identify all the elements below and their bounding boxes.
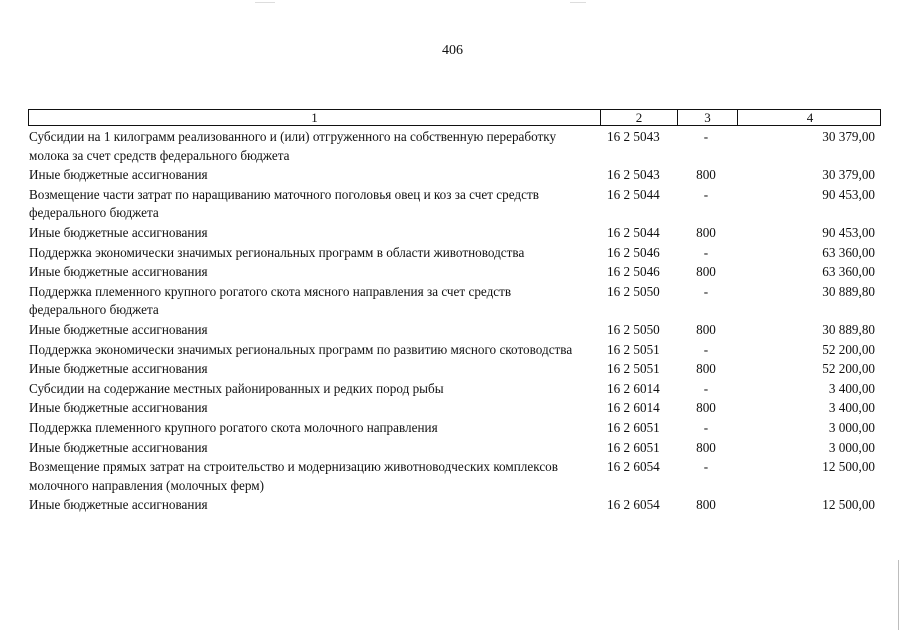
row-code: 16 2 6014 (607, 400, 660, 416)
row-expense-type: 800 (696, 497, 716, 513)
row-expense-type: - (703, 459, 709, 475)
row-name: Иные бюджетные ассигнования (29, 321, 208, 337)
row-amount: 63 360,00 (822, 244, 875, 260)
table-row (28, 283, 881, 321)
header-col-2: 2 (600, 110, 677, 126)
table-header (28, 109, 881, 126)
row-expense-type: - (703, 419, 709, 435)
row-name: Иные бюджетные ассигнования (29, 497, 208, 513)
row-amount: 90 453,00 (822, 186, 875, 202)
page-number: 406 (442, 43, 463, 58)
table-row (28, 321, 881, 341)
row-code: 16 2 6054 (607, 459, 660, 475)
row-amount: 12 500,00 (822, 497, 875, 513)
row-expense-type: 800 (696, 224, 716, 240)
row-expense-type: 800 (696, 167, 716, 183)
row-name: Субсидии на содержание местных районированных и редких пород рыбы (29, 380, 444, 396)
scan-artifact (898, 560, 899, 630)
row-expense-type: 800 (696, 400, 716, 416)
row-code: 16 2 5046 (607, 264, 660, 280)
row-code: 16 2 6051 (607, 419, 660, 435)
table-body (28, 128, 881, 516)
row-amount: 3 400,00 (828, 400, 875, 416)
budget-table (28, 109, 881, 516)
table-row (28, 244, 881, 264)
row-code: 16 2 5044 (607, 224, 660, 240)
row-name: Поддержка племенного крупного рогатого скота мясного направления за счет средств федерального бюджета (29, 283, 512, 318)
row-amount: 52 200,00 (822, 341, 875, 357)
table-row (28, 399, 881, 419)
table-row (28, 341, 881, 361)
row-expense-type: - (703, 129, 709, 144)
row-name: Возмещение части затрат по наращиванию маточного поголовья овец и коз за счет средств федерального бюджета (29, 186, 539, 221)
row-code: 16 2 5046 (607, 244, 660, 260)
row-code: 16 2 5043 (607, 167, 660, 183)
row-amount: 3 000,00 (828, 439, 875, 455)
row-name: Иные бюджетные ассигнования (29, 439, 208, 455)
row-expense-type: - (703, 380, 709, 396)
table-row (28, 419, 881, 439)
row-expense-type: - (703, 283, 709, 299)
row-code: 16 2 5044 (607, 186, 660, 202)
row-amount: 63 360,00 (822, 264, 875, 280)
row-code: 16 2 6051 (607, 439, 660, 455)
row-amount: 30 889,80 (822, 283, 875, 299)
row-name: Иные бюджетные ассигнования (29, 167, 208, 183)
row-name: Иные бюджетные ассигнования (29, 400, 208, 416)
row-name: Субсидии на 1 килограмм реализованного и (или) отгруженного на собственную переработку молока за счет средств федерального бюджета (29, 129, 557, 163)
row-amount: 30 379,00 (822, 167, 875, 183)
row-expense-type: - (703, 341, 709, 357)
row-amount: 30 889,80 (822, 321, 875, 337)
scan-artifact (570, 2, 586, 3)
row-code: 16 2 5051 (607, 361, 660, 377)
table-row (28, 496, 881, 516)
row-amount: 3 000,00 (828, 419, 875, 435)
header-col-1: 1 (311, 110, 318, 125)
row-expense-type: 800 (696, 439, 716, 455)
row-code: 16 2 5050 (607, 283, 660, 299)
header-col-3: 3 (677, 110, 737, 126)
row-code: 16 2 5043 (607, 129, 660, 144)
row-amount: 52 200,00 (822, 361, 875, 377)
row-expense-type: 800 (696, 264, 716, 280)
row-name: Поддержка экономически значимых региональных программ по развитию мясного скотоводства (29, 341, 573, 357)
table-row (28, 458, 881, 496)
row-name: Иные бюджетные ассигнования (29, 264, 208, 280)
table-row (28, 263, 881, 283)
row-name: Иные бюджетные ассигнования (29, 224, 208, 240)
row-name: Поддержка племенного крупного рогатого скота молочного направления (29, 419, 438, 435)
row-expense-type: 800 (696, 361, 716, 377)
row-name: Возмещение прямых затрат на строительство и модернизацию животноводческих комплексов молочного направления (молочных ферм) (29, 459, 558, 493)
row-code: 16 2 6054 (607, 497, 660, 513)
table-row (28, 224, 881, 244)
row-amount: 3 400,00 (828, 380, 875, 396)
row-amount: 90 453,00 (822, 224, 875, 240)
table-row (28, 128, 881, 166)
header-col-4: 4 (737, 110, 882, 126)
scan-artifact (255, 2, 275, 3)
table-row (28, 380, 881, 400)
row-code: 16 2 5051 (607, 341, 660, 357)
table-row (28, 360, 881, 380)
row-expense-type: - (703, 186, 709, 202)
row-amount: 12 500,00 (822, 459, 875, 475)
row-amount: 30 379,00 (822, 129, 875, 144)
row-expense-type: - (703, 244, 709, 260)
table-row (28, 186, 881, 224)
row-expense-type: 800 (696, 321, 716, 337)
row-name: Иные бюджетные ассигнования (29, 361, 208, 377)
table-row (28, 439, 881, 459)
table-row (28, 166, 881, 186)
row-code: 16 2 6014 (607, 380, 660, 396)
row-code: 16 2 5050 (607, 321, 660, 337)
row-name: Поддержка экономически значимых региональных программ в области животноводства (29, 244, 525, 260)
